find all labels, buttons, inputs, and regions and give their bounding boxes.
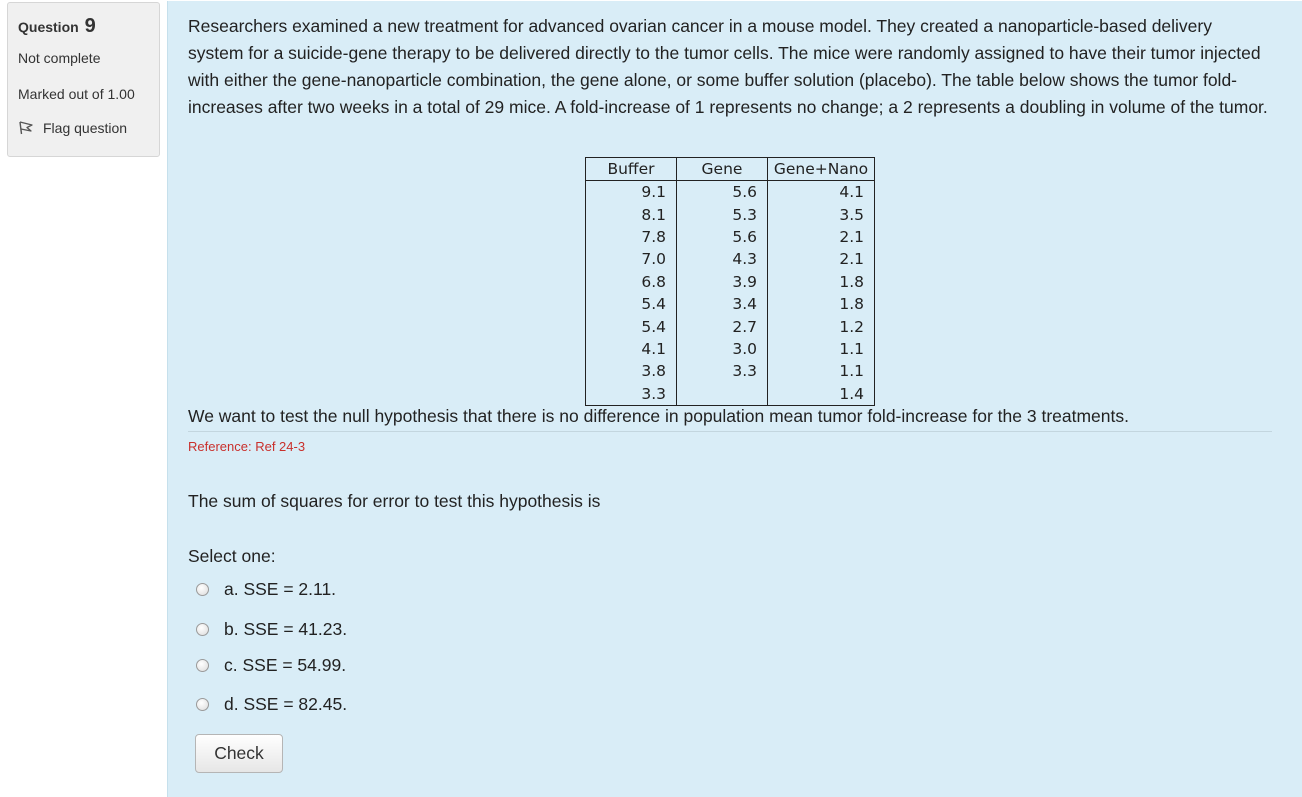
table-cell: 4.3 [677, 248, 768, 270]
table-cell: 5.4 [586, 293, 677, 315]
question-number-heading [18, 15, 149, 38]
table-cell: 3.3 [677, 360, 768, 382]
answer-option-label: a. SSE = 2.11. [224, 579, 337, 599]
table-header-buffer: Buffer [586, 158, 677, 181]
question-number: 9 [84, 15, 96, 37]
table-cell: 1.1 [768, 338, 875, 360]
flag-question-link[interactable] [18, 120, 149, 136]
table-cell: 4.1 [586, 338, 677, 360]
question-text: Researchers examined a new treatment for advanced ovarian cancer in a mouse model. They created a nanoparticle-based delivery system for a suicide-gene therapy to be delivered directly to the tumor cells. The mice were randomly assigned to have their tumor injected with either the gene-nanoparticle combination, the gene alone, or some buffer solution (placebo). The table below shows the tumor fold-increases after two weeks in a total of 29 mice. A fold-increase of 1 represents no change; a 2 represents a doubling in volume of the tumor. [188, 16, 1268, 117]
table-row [586, 360, 875, 382]
radio-button[interactable] [196, 623, 209, 636]
table-cell: 2.1 [768, 248, 875, 270]
table-cell: 7.8 [586, 226, 677, 248]
hypothesis-text: We want to test the null hypothesis that there is no difference in population mean tumor fold-increase for the 3 treatments. [188, 406, 1272, 432]
table-row [586, 315, 875, 337]
table-cell: 6.8 [586, 271, 677, 293]
table-cell: 5.4 [586, 315, 677, 337]
table-row [586, 271, 875, 293]
answer-option-label: b. SSE = 41.23. [224, 619, 348, 639]
table-row [586, 293, 875, 315]
answer-option-label: d. SSE = 82.45. [224, 694, 348, 714]
data-table [585, 157, 875, 406]
question-grade: Marked out of 1.00 [18, 86, 135, 102]
answer-option-d[interactable] [196, 694, 347, 715]
table-header-row [586, 158, 875, 181]
table-cell: 3.8 [586, 360, 677, 382]
select-one-label: Select one: [188, 546, 276, 566]
answer-option-a[interactable] [196, 579, 336, 600]
table-cell: 1.1 [768, 360, 875, 382]
question-prompt: The sum of squares for error to test this hypothesis is [188, 491, 601, 511]
table-cell: 3.0 [677, 338, 768, 360]
table-row [586, 248, 875, 270]
table-cell: 9.1 [586, 181, 677, 204]
flag-icon [18, 121, 34, 135]
table-header-gene-nano: Gene+Nano [768, 158, 875, 181]
answer-option-c[interactable] [196, 655, 346, 676]
question-content-panel [167, 1, 1302, 797]
table-row [586, 338, 875, 360]
answer-option-b[interactable] [196, 619, 347, 640]
table-cell: 3.4 [677, 293, 768, 315]
table-row [586, 203, 875, 225]
question-state: Not complete [18, 50, 101, 66]
table-cell: 1.8 [768, 271, 875, 293]
radio-button[interactable] [196, 659, 209, 672]
question-label: Question [18, 19, 79, 35]
table-cell: 2.7 [677, 315, 768, 337]
question-info-panel [7, 2, 160, 157]
radio-button[interactable] [196, 698, 209, 711]
table-cell: 1.8 [768, 293, 875, 315]
answer-option-label: c. SSE = 54.99. [224, 655, 347, 675]
radio-button[interactable] [196, 583, 209, 596]
table-cell: 4.1 [768, 181, 875, 204]
table-cell: 3.9 [677, 271, 768, 293]
table-row [586, 383, 875, 406]
table-body [586, 181, 875, 406]
table-cell: 8.1 [586, 203, 677, 225]
table-cell: 2.1 [768, 226, 875, 248]
table-cell: 1.4 [768, 383, 875, 406]
table-row [586, 181, 875, 204]
table-cell: 3.3 [586, 383, 677, 406]
table-cell: 3.5 [768, 203, 875, 225]
table-header-gene: Gene [677, 158, 768, 181]
table-cell: 7.0 [586, 248, 677, 270]
table-cell: 5.6 [677, 181, 768, 204]
table-cell: 5.6 [677, 226, 768, 248]
flag-question-label: Flag question [43, 120, 128, 136]
table-cell: 1.2 [768, 315, 875, 337]
reference-text: Reference: Ref 24-3 [188, 439, 306, 454]
table-cell: 5.3 [677, 203, 768, 225]
check-button[interactable]: Check [195, 734, 283, 773]
table-cell [677, 383, 768, 406]
table-row [586, 226, 875, 248]
